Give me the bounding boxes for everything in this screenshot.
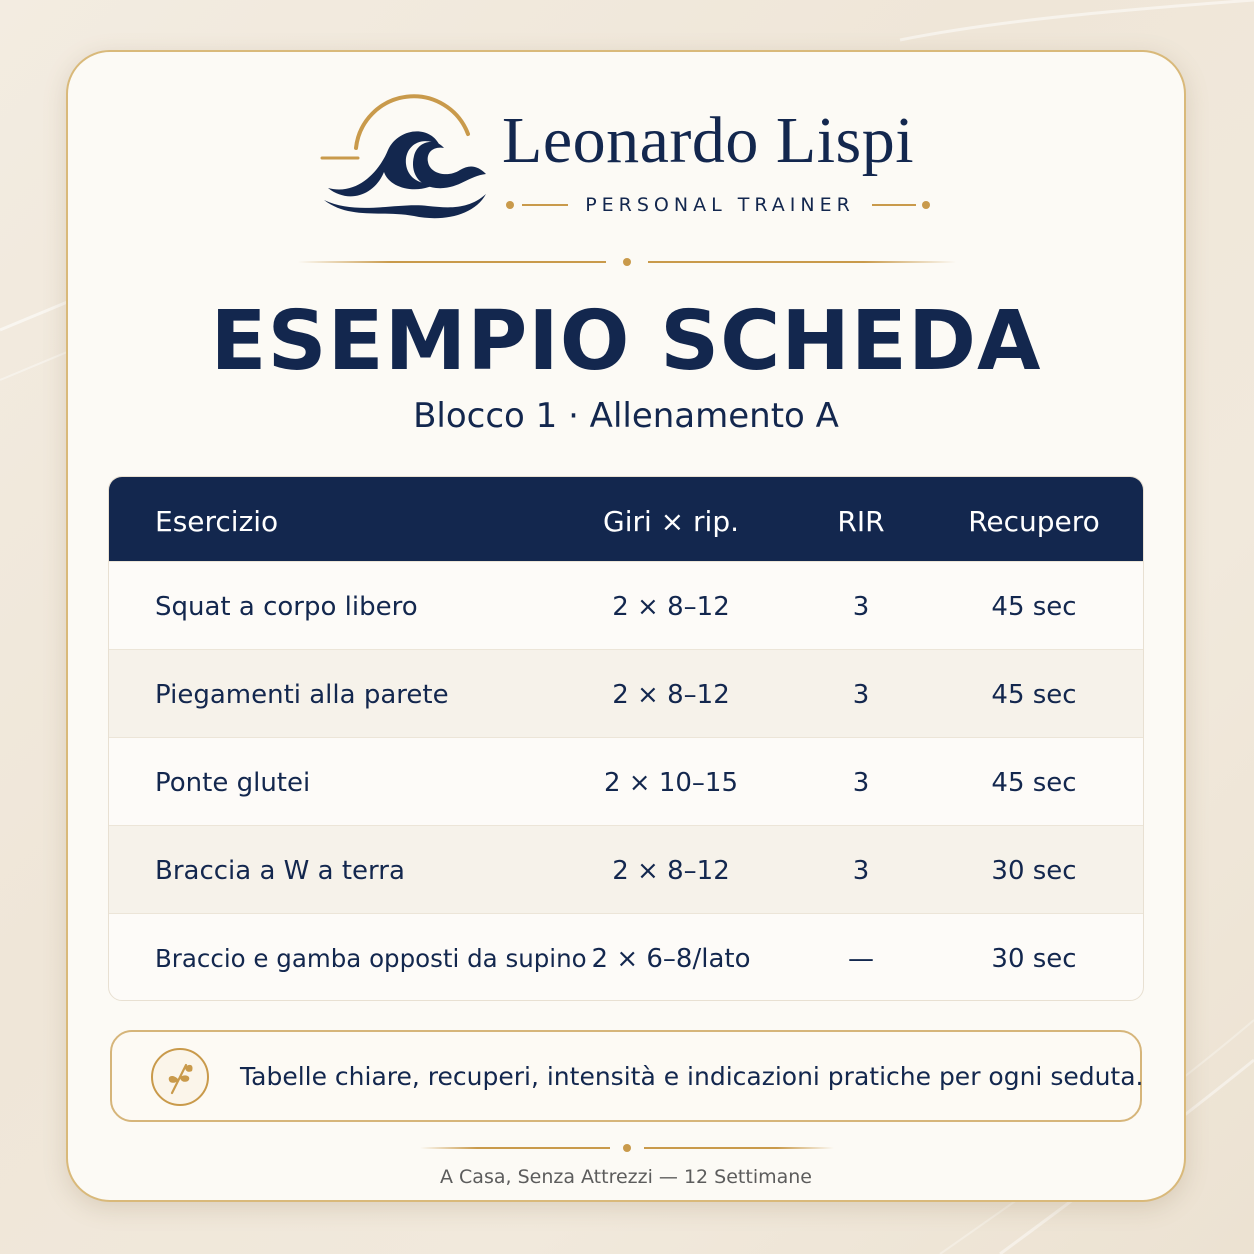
cell-rir: 3 — [852, 680, 870, 710]
header-divider — [298, 256, 956, 268]
note-text: Tabelle chiare, recuperi, intensità e indicazioni pratiche per ogni seduta. — [240, 1062, 1144, 1091]
leaf-icon — [150, 1047, 210, 1107]
wave-sun-logo-icon — [318, 84, 498, 224]
brand-name: Leonardo Lispi — [502, 104, 915, 177]
page-title: ESEMPIO SCHEDA — [210, 294, 1042, 389]
table-row — [109, 913, 1143, 1001]
footer-text: A Casa, Senza Attrezzi — 12 Settimane — [440, 1166, 812, 1188]
cell-rir: 3 — [852, 592, 870, 622]
cell-rest: 30 sec — [991, 944, 1077, 974]
cell-rest: 30 sec — [991, 856, 1077, 886]
brand-tagline: PERSONAL TRAINER — [585, 194, 855, 216]
header-recupero: Recupero — [968, 505, 1100, 538]
tagline-line-left — [522, 204, 568, 206]
table-row — [109, 561, 1143, 649]
cell-exercise: Braccia a W a terra — [155, 856, 405, 886]
cell-rir: 3 — [852, 768, 870, 798]
page-subtitle: Blocco 1 · Allenamento A — [413, 396, 839, 436]
tagline-line-right — [872, 204, 916, 206]
cell-rest: 45 sec — [991, 768, 1077, 798]
cell-exercise: Piegamenti alla parete — [155, 680, 449, 710]
workout-table — [108, 476, 1144, 1001]
cell-sets-reps: 2 × 8–12 — [612, 592, 730, 622]
tagline-dot-right — [922, 201, 930, 209]
cell-rest: 45 sec — [991, 592, 1077, 622]
header-giri-rip: Giri × rip. — [603, 505, 739, 538]
tagline-dot-left — [506, 201, 514, 209]
cell-rir: — — [848, 944, 874, 974]
cell-exercise: Braccio e gamba opposti da supino — [155, 944, 587, 973]
tagline-row — [504, 193, 934, 217]
header-rir: RIR — [837, 505, 885, 538]
table-row — [109, 737, 1143, 825]
header-esercizio: Esercizio — [155, 505, 279, 538]
cell-sets-reps: 2 × 6–8/lato — [591, 944, 751, 974]
cell-sets-reps: 2 × 10–15 — [603, 768, 739, 798]
cell-sets-reps: 2 × 8–12 — [612, 856, 730, 886]
cell-rir: 3 — [852, 856, 870, 886]
cell-exercise: Ponte glutei — [155, 768, 311, 798]
table-row — [109, 649, 1143, 737]
table-header — [109, 477, 1143, 561]
footer-divider — [420, 1142, 834, 1154]
cell-rest: 45 sec — [991, 680, 1077, 710]
cell-sets-reps: 2 × 8–12 — [612, 680, 730, 710]
table-row — [109, 825, 1143, 913]
info-note — [110, 1030, 1142, 1122]
cell-exercise: Squat a corpo libero — [155, 592, 418, 622]
